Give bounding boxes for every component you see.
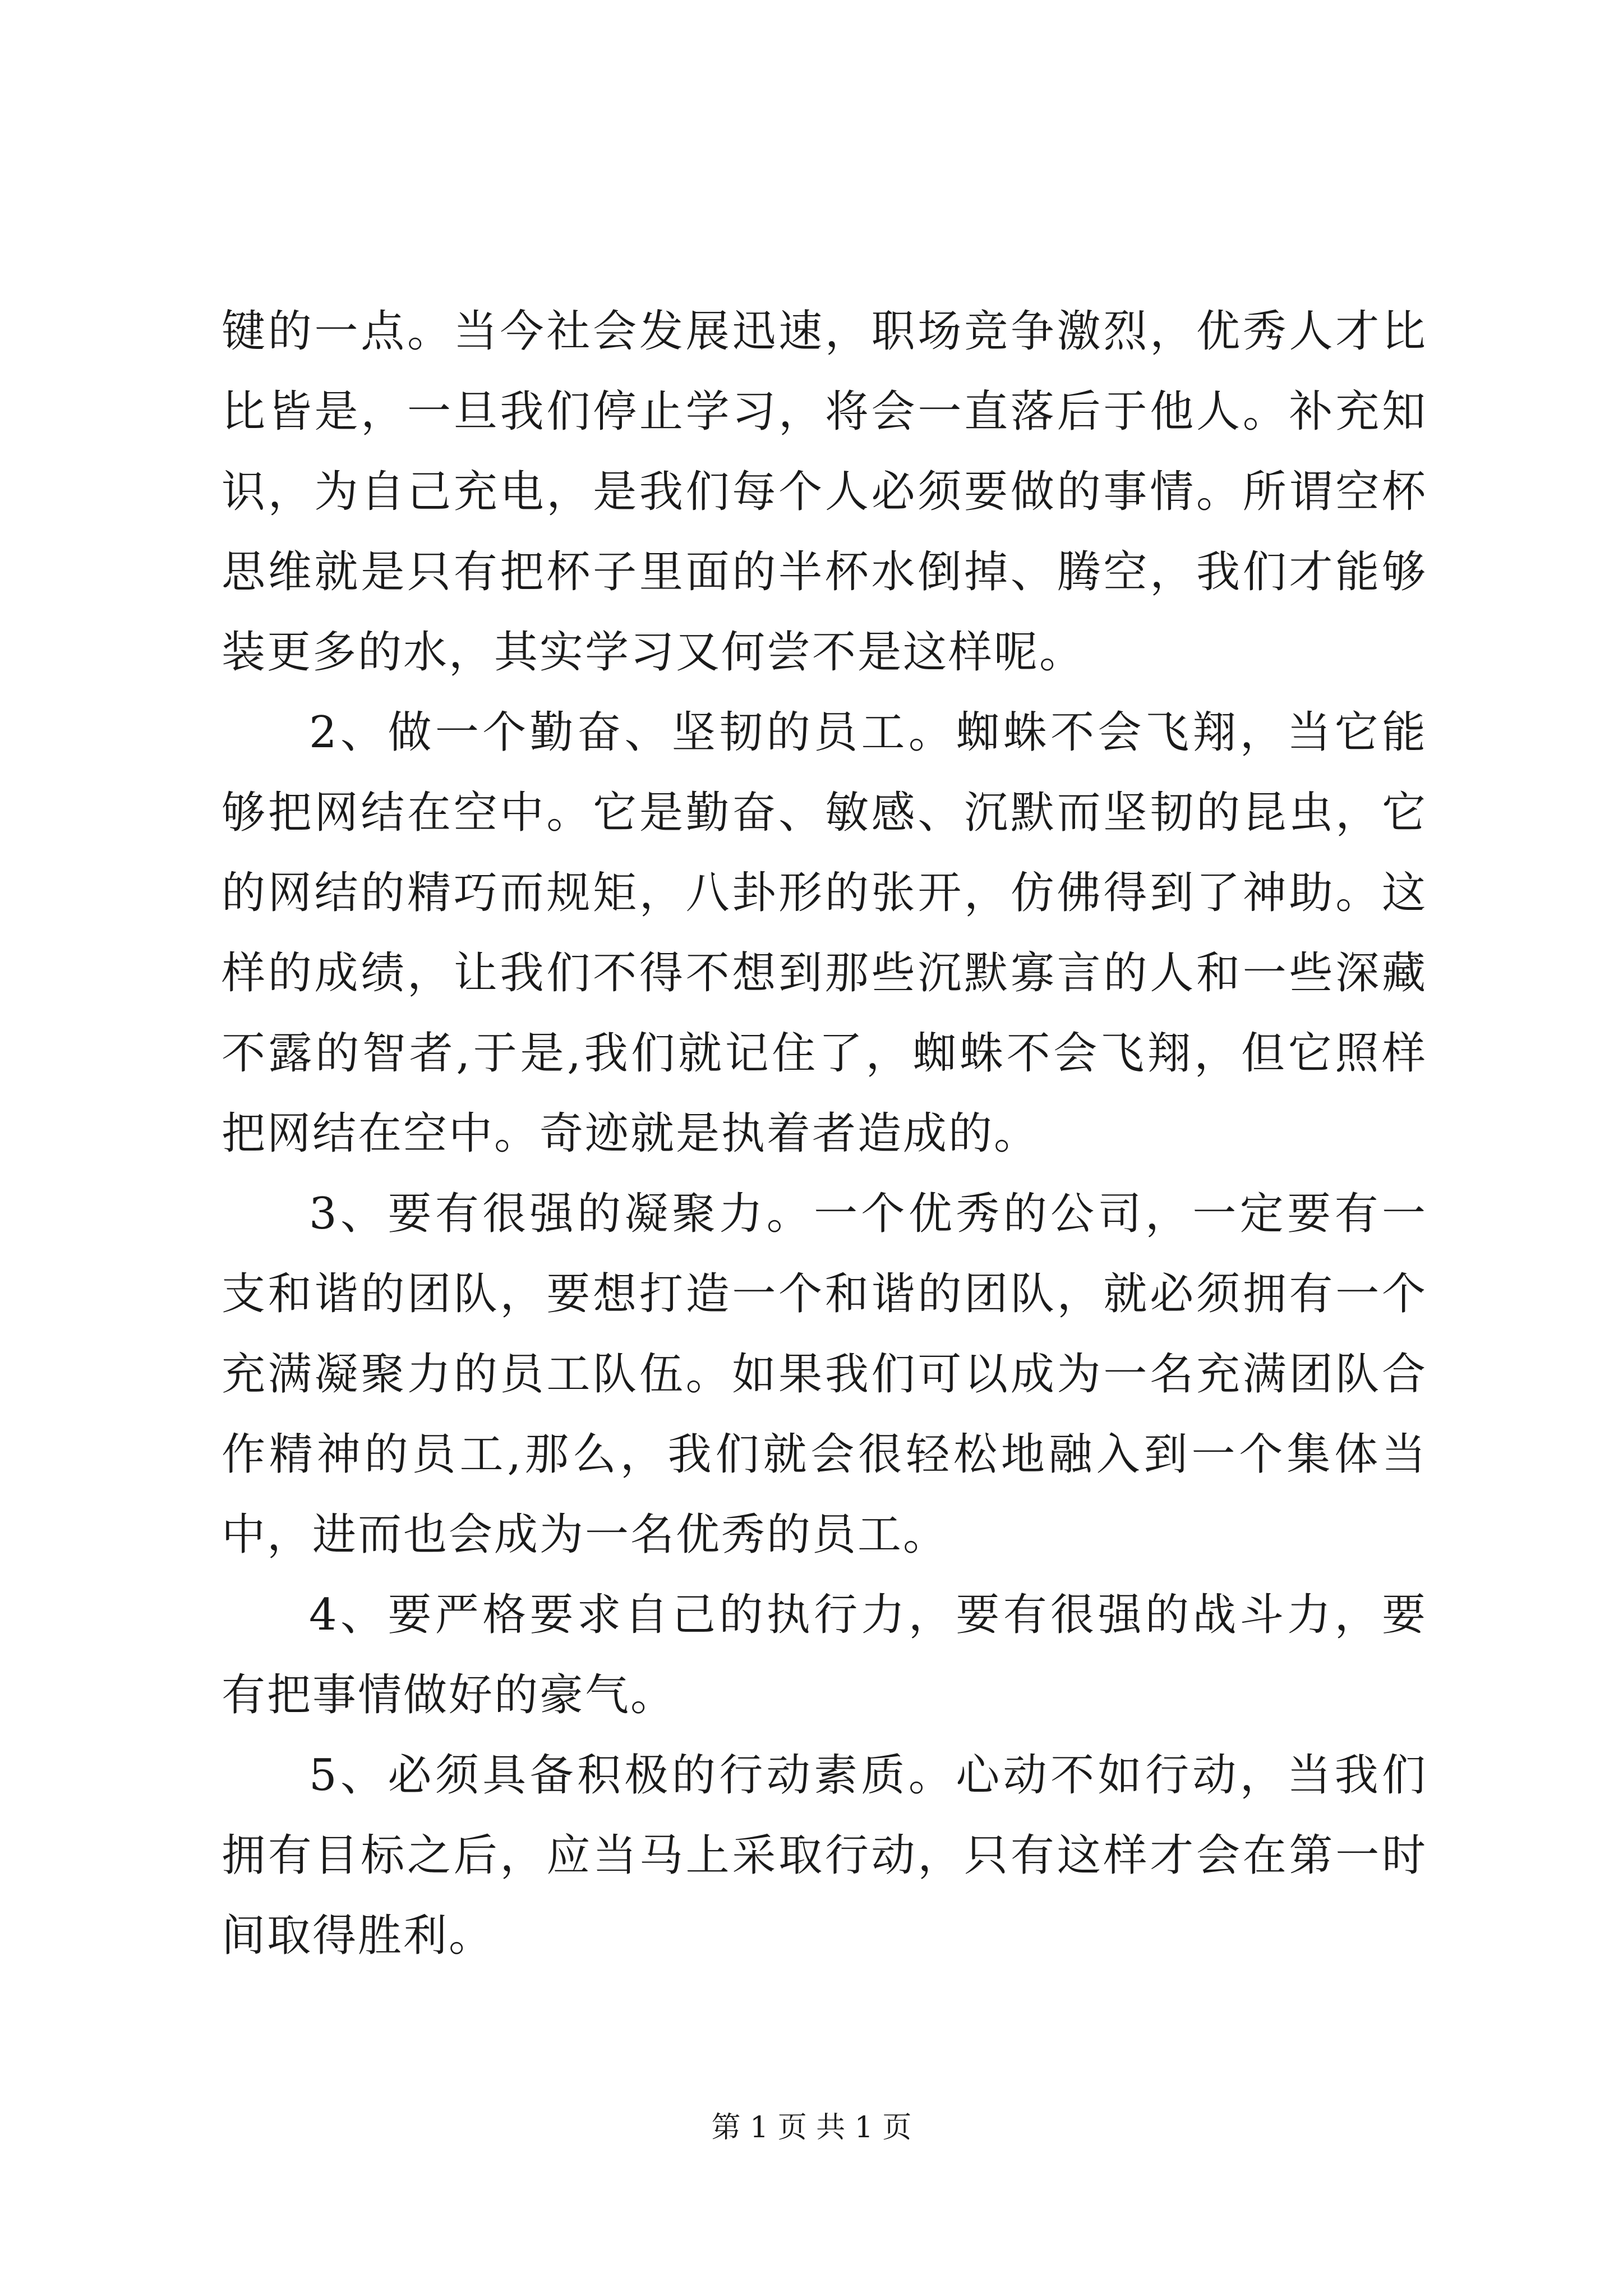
paragraph-item-3: 3、要有很强的凝聚力。一个优秀的公司，一定要有一支和谐的团队，要想打造一个和谐的团队，就必须拥有一个充满凝聚力的员工队伍。如果我们可以成为一名充满团队合作精神的员工,那么，我们就会很轻松地融入到一个集体当中，进而也会成为一名优秀的员工。: [222, 1189, 1427, 1560]
paragraph-continuation: 键的一点。当今社会发展迅速，职场竞争激烈，优秀人才比比皆是，一旦我们停止学习，将会一直落后于他人。补充知识，为自己充电，是我们每个人必须要做的事情。所谓空杯思维就是只有把杯子里面的半杯水倒掉、腾空，我们才能够装更多的水，其实学习又何尝不是这样呢。: [222, 306, 1427, 678]
document-body: [222, 292, 1427, 1976]
paragraph-item-4: 4、要严格要求自己的执行力，要有很强的战斗力，要有把事情做好的豪气。: [222, 1590, 1427, 1720]
paragraph-item-5: 5、必须具备积极的行动素质。心动不如行动，当我们拥有目标之后，应当马上采取行动，只有这样才会在第一时间取得胜利。: [222, 1750, 1427, 1961]
page-number-footer: 第 1 页 共 1 页: [711, 2111, 912, 2145]
paragraph-item-2: 2、做一个勤奋、坚韧的员工。蜘蛛不会飞翔，当它能够把网结在空中。它是勤奋、敏感、沉默而坚韧的昆虫，它的网结的精巧而规矩，八卦形的张开，仿佛得到了神助。这样的成绩，让我们不得不想到那些沉默寡言的人和一些深藏不露的智者,于是,我们就记住了，蜘蛛不会飞翔，但它照样把网结在空中。奇迹就是执着者造成的。: [222, 707, 1427, 1159]
